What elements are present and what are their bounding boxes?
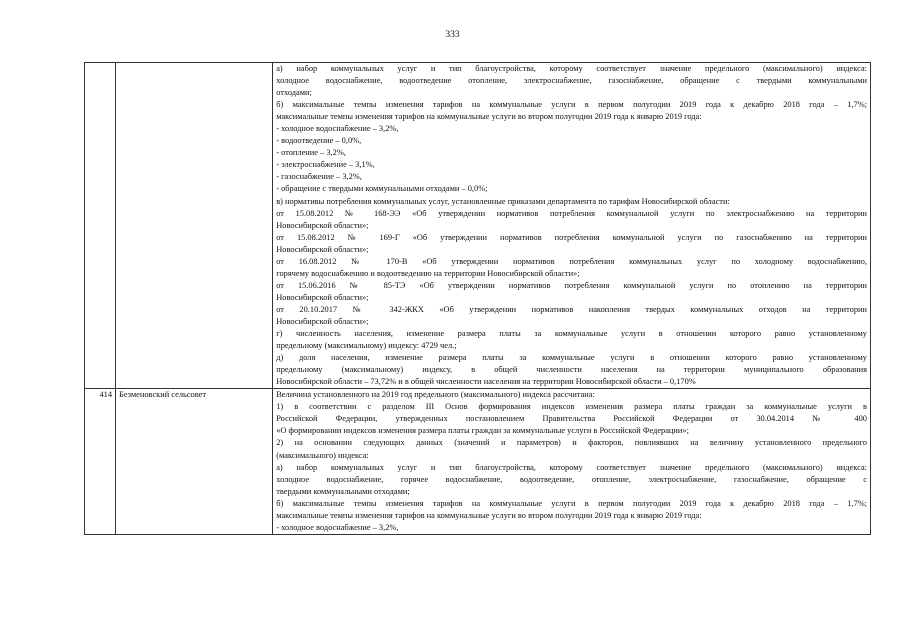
- text-line: Новосибирской области»;: [276, 244, 369, 254]
- tariff-index-table: [84, 62, 871, 535]
- text-line: предельному (максимальному) индексу: 4729 чел.;: [276, 341, 457, 351]
- row-number-cell: 414: [85, 389, 116, 535]
- text-line: - холодное водоснабжение – 3,2%,: [276, 124, 399, 134]
- text-line: 2) на основании следующих данных (значений и параметров) и факторов, повлиявших на величину установленного предельного: [276, 438, 867, 448]
- text-line: холодное водоснабжение, водоотведение отопление, электроснабжение, газоснабжение, обращение с твердыми коммунальными: [276, 76, 867, 86]
- text-line: от 15.08.2012 № 169-Г «Об утверждении нормативов потребления коммунальной услуги по газоснабжению на территории: [276, 232, 867, 242]
- text-line: - отопление – 3,2%,: [276, 148, 346, 158]
- text-line: - холодное водоснабжение – 3,2%,: [276, 522, 399, 532]
- text-line: горячему водоснабжению и водоотведению на территории Новосибирской области»;: [276, 268, 580, 278]
- text-line: а) набор коммунальных услуг и тип благоустройства, которому соответствует значение предельного (максимального) индекса:: [276, 462, 867, 472]
- text-line: 1) в соответствии с разделом III Основ формирования индексов изменения размера платы граждан за коммунальные услуги в: [276, 402, 867, 412]
- text-line: Российской Федерации, утвержденных постановлением Правительства Российской Федерации от 30.04.2014 № 400: [276, 414, 867, 424]
- text-line: предельному (максимальному) индексу, в общей численности населения на территории муниципального образования: [276, 365, 867, 375]
- text-line: холодное водоснабжение, горячее водоснабжение, водоотведение, отопление, электроснабжение, газоснабжение, обращение с: [276, 474, 867, 484]
- text-line: (максимального) индекса:: [276, 450, 369, 460]
- text-line: в) нормативы потребления коммунальных услуг, установленные приказами департамента по тарифам Новосибирской области:: [276, 196, 730, 206]
- text-line: отходами;: [276, 88, 312, 98]
- text-line: д) доля населения, изменение размера платы за коммунальные услуги в отношении которого равно установленному: [276, 353, 867, 363]
- text-line: от 20.10.2017 № 342-ЖКХ «Об утверждении нормативов накопления твердых коммунальных отходов на территории: [276, 304, 867, 314]
- text-line: Новосибирской области»;: [276, 292, 369, 302]
- text-line: твердыми коммунальными отходами;: [276, 486, 410, 496]
- index-justification-cell: [273, 63, 871, 389]
- text-line: а) набор коммунальных услуг и тип благоустройства, которому соответствует значение предельного (максимального) индекса:: [276, 64, 867, 73]
- text-line: Новосибирской области – 73,72% и в общей численности населения на территории Новосибирской области – 0,170%: [276, 377, 696, 387]
- text-line: б) максимальные темпы изменения тарифов на коммунальные услуги в первом полугодии 2019 года к декабрю 2018 года – 1,7%;: [276, 100, 867, 110]
- text-line: - водоотведение – 0,0%,: [276, 136, 362, 146]
- municipality-name-cell: [116, 63, 273, 389]
- text-line: - обращение с твердыми коммунальными отходами – 0,0%;: [276, 184, 488, 194]
- page-number: 333: [445, 30, 460, 40]
- index-justification-cell: [273, 389, 871, 535]
- text-line: Величина установленного на 2019 год предельного (максимального) индекса рассчитана:: [276, 390, 595, 400]
- text-line: от 15.06.2016 № 85-ТЭ «Об утверждении нормативов потребления коммунальной услуги по отоплению на территории: [276, 280, 867, 290]
- row-number-cell: [85, 63, 116, 389]
- text-line: максимальные темпы изменения тарифов на коммунальные услуги во втором полугодии 2019 года к январю 2019 года:: [276, 112, 702, 122]
- text-line: Новосибирской области»;: [276, 316, 369, 326]
- table-row: [85, 63, 871, 389]
- text-line: г) численность населения, изменение размера платы за коммунальные услуги в отношении которого равно установленному: [276, 329, 867, 339]
- text-line: - газоснабжение – 3,2%,: [276, 172, 362, 182]
- text-line: - электроснабжение – 3,1%,: [276, 160, 375, 170]
- text-line: Новосибирской области»;: [276, 220, 369, 230]
- text-line: от 16.08.2012 № 170-В «Об утверждении нормативов потребления коммунальных услуг по холодному водоснабжению,: [276, 256, 867, 266]
- table-row: [85, 389, 871, 535]
- text-line: «О формировании индексов изменения размера платы граждан за коммунальные услуги в Российской Федерации»;: [276, 426, 689, 436]
- municipality-name-cell: Безменовский сельсовет: [116, 389, 273, 535]
- text-line: от 15.08.2012 № 168-ЭЭ «Об утверждении нормативов потребления коммунальной услуги по электроснабжению на территории: [276, 208, 867, 218]
- text-line: б) максимальные темпы изменения тарифов на коммунальные услуги в первом полугодии 2019 года к декабрю 2018 года – 1,7%;: [276, 498, 867, 508]
- text-line: максимальные темпы изменения тарифов на коммунальные услуги во втором полугодии 2019 года к январю 2019 года:: [276, 510, 702, 520]
